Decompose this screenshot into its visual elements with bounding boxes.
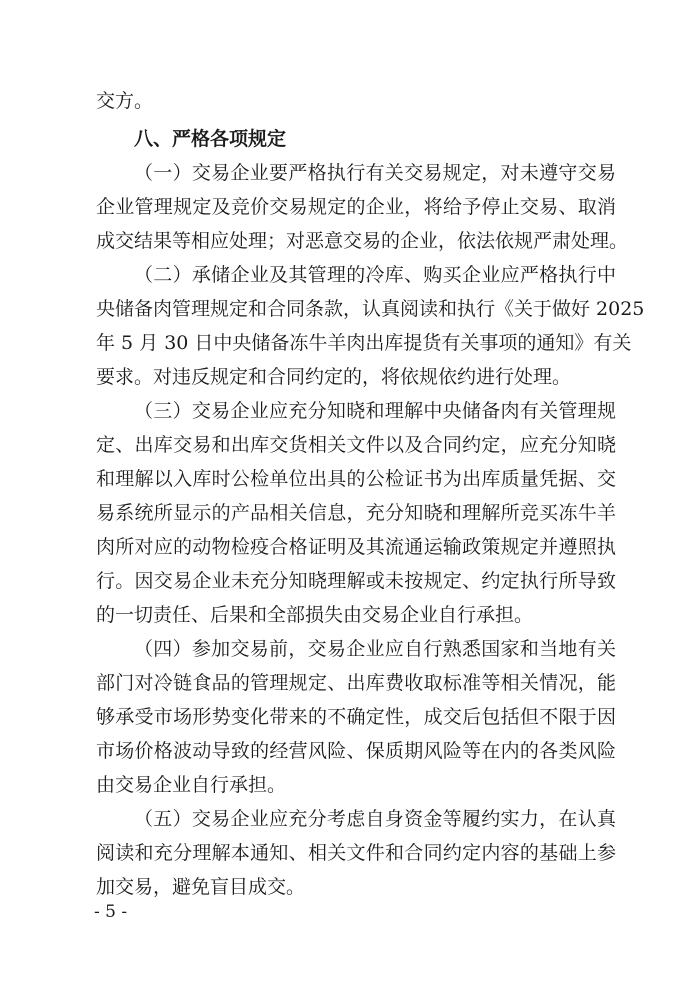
text-line: 年 5 月 30 日中央储备冻牛羊肉出库提货有关事项的通知》有关 — [96, 332, 632, 354]
text-line: 市场价格波动导致的经营风险、保质期风险等在内的各类风险 — [96, 740, 616, 762]
text-line: 够承受市场形势变化带来的不确定性，成交后包括但不限于因 — [96, 706, 616, 728]
text-line: 肉所对应的动物检疫合格证明及其流通运输政策规定并遵照执 — [96, 536, 616, 558]
text-line: 要求。对违反规定和合同约定的，将依规依约进行处理。 — [96, 366, 572, 388]
text-line: （一）交易企业要严格执行有关交易规定，对未遵守交易 — [134, 162, 616, 184]
text-line: （五）交易企业应充分考虑自身资金等履约实力，在认真 — [134, 808, 616, 830]
text-line: （三）交易企业应充分知晓和理解中央储备肉有关管理规 — [134, 400, 616, 422]
text-line: 的一切责任、后果和全部损失由交易企业自行承担。 — [96, 604, 534, 626]
text-line: （二）承储企业及其管理的冷库、购买企业应严格执行中 — [134, 264, 616, 286]
text-line: 企业管理规定及竞价交易规定的企业，将给予停止交易、取消 — [96, 196, 616, 218]
section-heading: 八、严格各项规定 — [134, 128, 287, 150]
text-line: 加交易，避免盲目成交。 — [96, 876, 306, 898]
text-line: 和理解以入库时公检单位出具的公检证书为出库质量凭据、交 — [96, 468, 616, 490]
text-line: 由交易企业自行承担。 — [96, 774, 287, 796]
text-line: 易系统所显示的产品相关信息，充分知晓和理解所竞买冻牛羊 — [96, 502, 616, 524]
text-line: 部门对冷链食品的管理规定、出库费收取标准等相关情况，能 — [96, 672, 616, 694]
text-line: 央储备肉管理规定和合同条款，认真阅读和执行《关于做好 2025 — [96, 298, 645, 320]
text-line: 阅读和充分理解本通知、相关文件和合同约定内容的基础上参 — [96, 842, 616, 864]
text-line: 交方。 — [96, 90, 154, 112]
text-line: 成交结果等相应处理；对恶意交易的企业，依法依规严肃处理。 — [96, 230, 629, 252]
text-line: 定、出库交易和出库交货相关文件以及合同约定，应充分知晓 — [96, 434, 616, 456]
page-number: - 5 - — [94, 902, 128, 922]
text-line: 行。因交易企业未充分知晓理解或未按规定、约定执行所导致 — [96, 570, 616, 592]
text-line: （四）参加交易前，交易企业应自行熟悉国家和当地有关 — [134, 638, 616, 660]
